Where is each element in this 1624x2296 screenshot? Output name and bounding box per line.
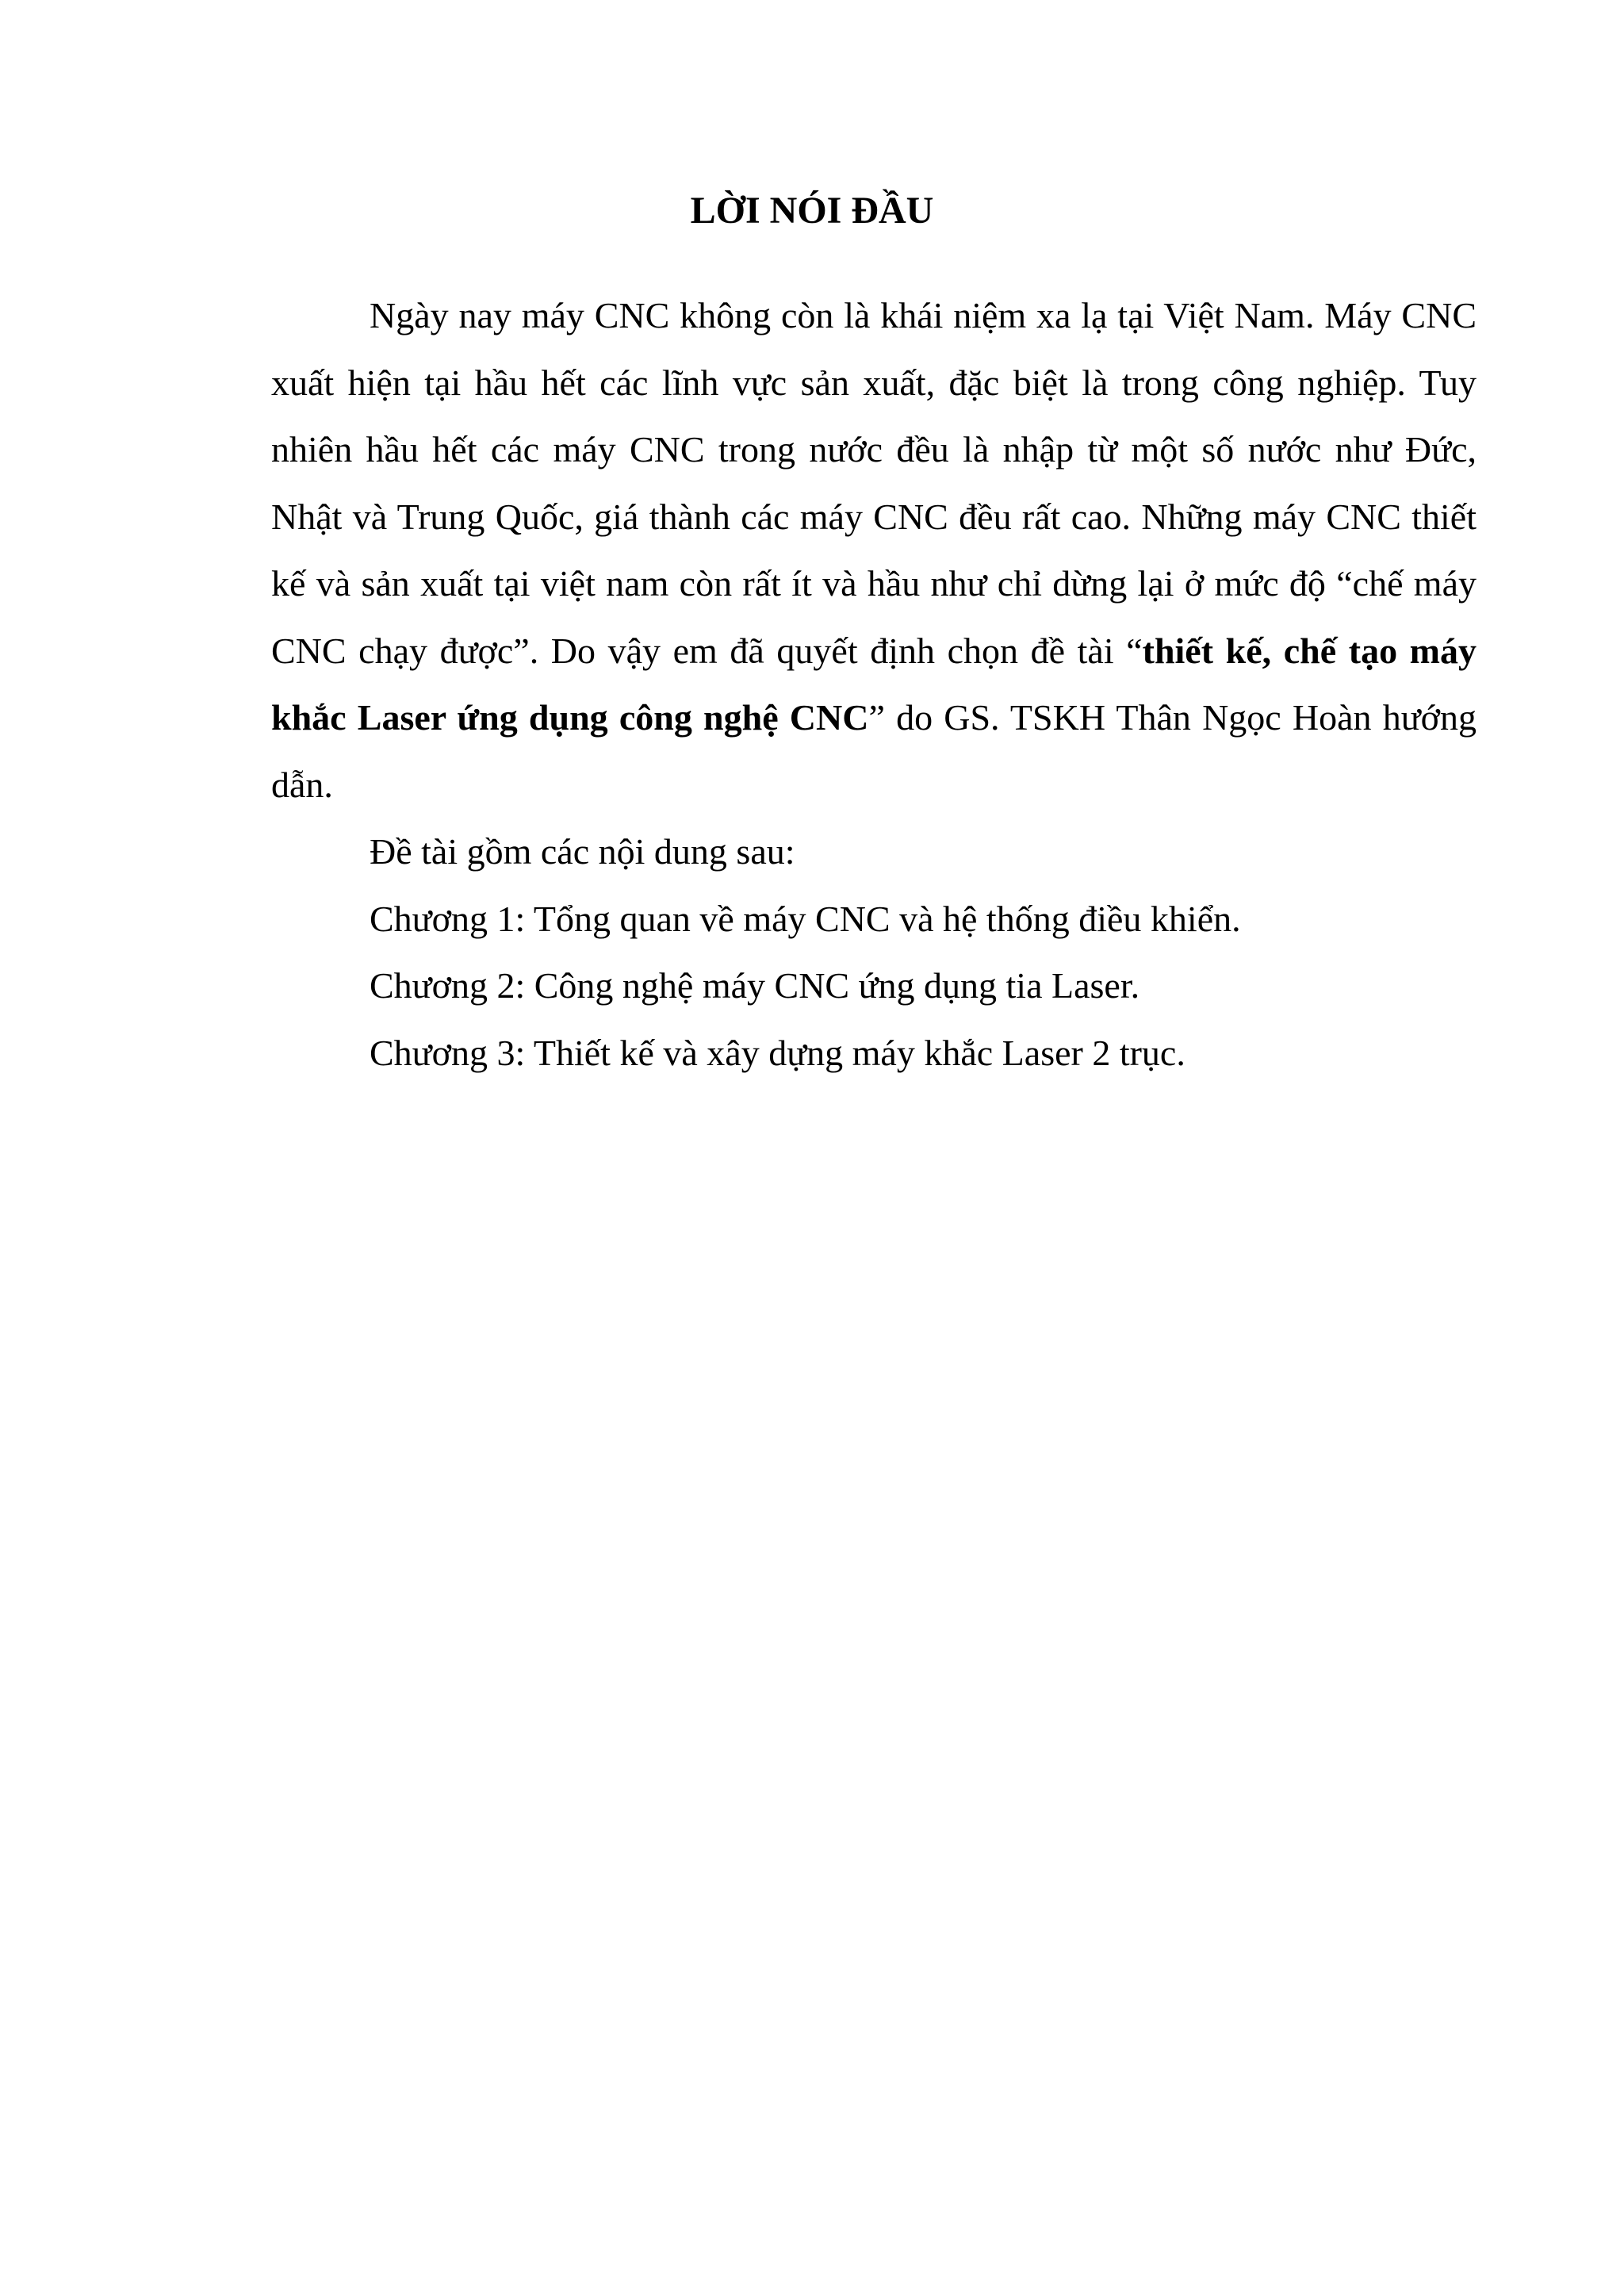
contents-intro: Đề tài gồm các nội dung sau: bbox=[370, 831, 795, 872]
intro-text-after: ” do GS. TSKH Thân Ngọc Hoàn hướng dẫn. bbox=[271, 697, 1477, 805]
chapter-3: Chương 3: Thiết kế và xây dựng máy khắc Laser 2 trục. bbox=[370, 1032, 1185, 1073]
chapter-2: Chương 2: Công nghệ máy CNC ứng dụng tia Laser. bbox=[370, 965, 1140, 1006]
intro-text-before: Ngày nay máy CNC không còn là khái niệm xa lạ tại Việt Nam. Máy CNC xuất hiện tại hầu hết các lĩnh vực sản xuất, đặc biệt là trong công nghiệp. Tuy nhiên hầu hết các máy CNC trong nước đều là nhập từ một số nước như Đức, Nhật và Trung Quốc, giá thành các máy CNC đều rất cao. Những máy CNC thiết kế và sản xuất tại việt nam còn rất ít và hầu như chỉ dừng lại ở mức độ “chế máy CNC chạy được”. Do vậy em đã quyết định chọn đề tài “ bbox=[271, 295, 1477, 671]
topic-title: thiết kế, chế tạo máy khắc Laser ứng dụng công nghệ CNC bbox=[271, 630, 1477, 738]
body-text bbox=[271, 282, 1477, 1087]
page-title: LỜI NÓI ĐẦU bbox=[690, 190, 934, 232]
intro-paragraph bbox=[271, 282, 1477, 818]
chapter-1: Chương 1: Tổng quan về máy CNC và hệ thống điều khiển. bbox=[370, 898, 1241, 939]
